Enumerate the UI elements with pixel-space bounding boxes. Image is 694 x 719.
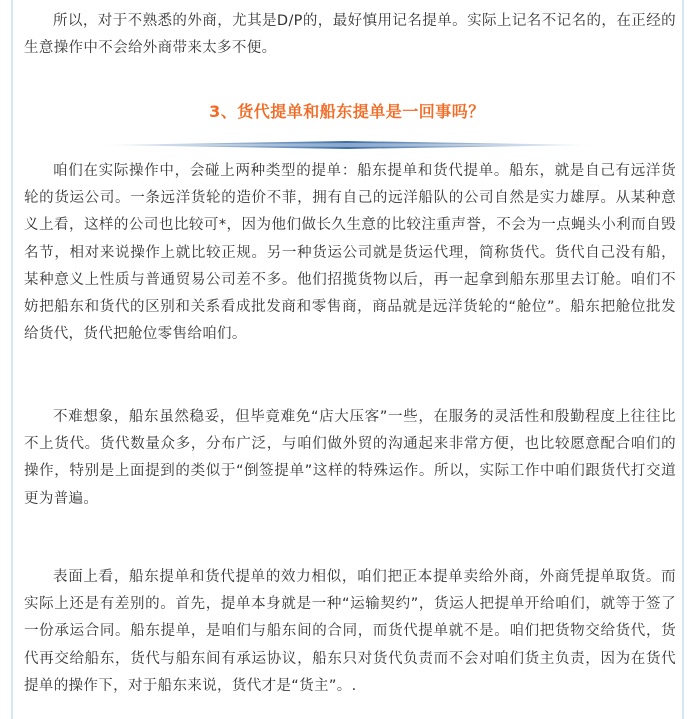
paragraph-carriers-vs-forwarders: 咱们在实际操作中，会碰上两种类型的提单：船东提单和货代提单。船东，就是自己有远洋货轮的货运公司。一条远洋货轮的造价不菲，拥有自己的远洋船队的公司自然是实力雄厚。从某种意义上看，这样的公司也比较可*，因为他们做长久生意的比较注重声誉，不会为一点蝇头小利而自毁名节，相对来说操作上就比较正规。另一种货运公司就是货运代理，简称货代。货代自己没有船，某种意义上性质与普通贸易公司差不多。他们招揽货物以后，再一起拿到船东那里去订舱。咱们不妨把船东和货代的区别和关系看成批发商和零售商，商品就是远洋货轮的“舱位”。船东把舱位批发给货代，货代把舱位零售给咱们。 xyxy=(24,163,676,343)
intro-paragraph: 所以，对于不熟悉的外商，尤其是D/P的，最好慎用记名提单。实际上记名不记名的，在正经的生意操作中不会给外商带来太多不便。 xyxy=(24,13,676,57)
section-heading: 3、货代提单和船东提单是一回事吗？ xyxy=(209,102,485,121)
paragraph-bill-of-lading-difference: 表面上看，船东提单和货代提单的效力相似，咱们把正本提单卖给外商，外商凭提单取货。而实际上还是有差别的。首先，提单本身就是一种“运输契约”，货运人把提单开给咱们，就等于签了一份承运合同。船东提单，是咱们与船东间的合同，而货代提单就不是。咱们把货物交给货代，货代再交给船东，货代与船东间有承运协议，船东只对货代负责而不会对咱们货主负责，因为在货代提单的操作下，对于船东来说，货代才是“货主”。. xyxy=(24,569,676,694)
paragraph-forwarder-advantages: 不难想象，船东虽然稳妥，但毕竟难免“店大压客”一些，在服务的灵活性和殷勤程度上往往比不上货代。货代数量众多，分布广泛，与咱们做外贸的沟通起来非常方便，也比较愿意配合咱们的操作，特别是上面提到的类似于“倒签提单”这样的特殊运作。所以，实际工作中咱们跟货代打交道更为普遍。 xyxy=(24,409,676,507)
heading-divider xyxy=(100,140,594,150)
